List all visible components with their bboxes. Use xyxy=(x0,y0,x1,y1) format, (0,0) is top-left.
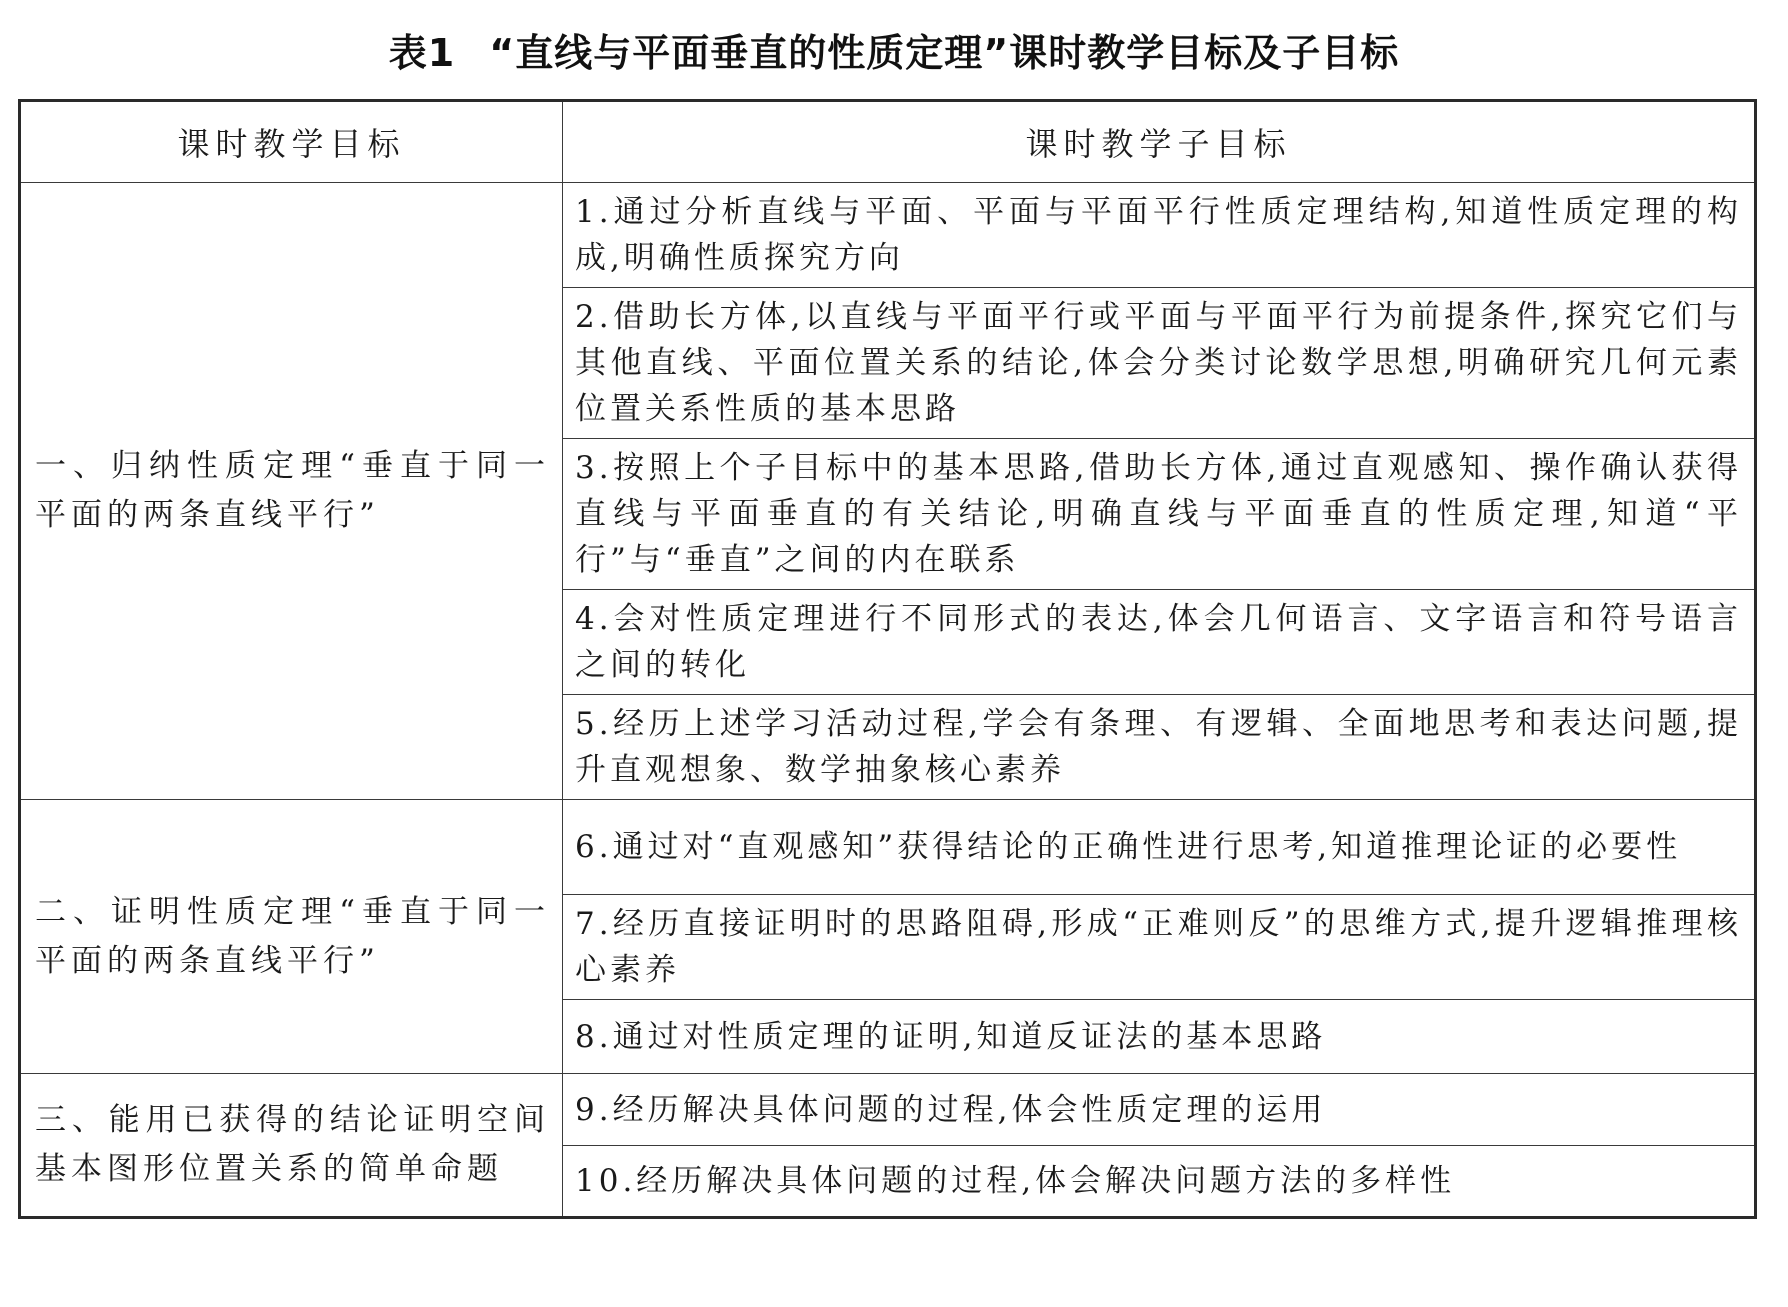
subgoal-cell: 7.经历直接证明时的思路阻碍,形成“正难则反”的思维方式,提升逻辑推理核心素养 xyxy=(563,895,1756,1000)
table-row xyxy=(20,800,1756,895)
table-row xyxy=(20,1074,1756,1146)
table-title: “直线与平面垂直的性质定理”课时教学目标及子目标 xyxy=(489,31,1400,75)
table-number: 表1 xyxy=(388,31,456,75)
header-subgoal: 课时教学子目标 xyxy=(563,101,1756,183)
subgoal-cell: 9.经历解决具体问题的过程,体会性质定理的运用 xyxy=(563,1074,1756,1146)
subgoal-cell: 5.经历上述学习活动过程,学会有条理、有逻辑、全面地思考和表达问题,提升直观想象、数学抽象核心素养 xyxy=(563,695,1756,800)
goal-cell: 一、归纳性质定理“垂直于同一平面的两条直线平行” xyxy=(20,183,563,800)
table-row xyxy=(20,183,1756,288)
header-row xyxy=(20,101,1756,183)
table-caption xyxy=(0,22,1788,84)
goal-cell: 三、能用已获得的结论证明空间基本图形位置关系的简单命题 xyxy=(20,1074,563,1218)
header-goal: 课时教学目标 xyxy=(20,101,563,183)
subgoal-cell: 2.借助长方体,以直线与平面平行或平面与平面平行为前提条件,探究它们与其他直线、平面位置关系的结论,体会分类讨论数学思想,明确研究几何元素位置关系性质的基本思路 xyxy=(563,288,1756,439)
subgoal-cell: 4.会对性质定理进行不同形式的表达,体会几何语言、文字语言和符号语言之间的转化 xyxy=(563,590,1756,695)
goal-cell: 二、证明性质定理“垂直于同一平面的两条直线平行” xyxy=(20,800,563,1074)
objectives-table xyxy=(18,99,1757,1219)
subgoal-cell: 8.通过对性质定理的证明,知道反证法的基本思路 xyxy=(563,1000,1756,1074)
subgoal-cell: 3.按照上个子目标中的基本思路,借助长方体,通过直观感知、操作确认获得直线与平面垂直的有关结论,明确直线与平面垂直的性质定理,知道“平行”与“垂直”之间的内在联系 xyxy=(563,439,1756,590)
subgoal-cell: 1.通过分析直线与平面、平面与平面平行性质定理结构,知道性质定理的构成,明确性质探究方向 xyxy=(563,183,1756,288)
subgoal-cell: 6.通过对“直观感知”获得结论的正确性进行思考,知道推理论证的必要性 xyxy=(563,800,1756,895)
subgoal-cell: 10.经历解决具体问题的过程,体会解决问题方法的多样性 xyxy=(563,1146,1756,1218)
